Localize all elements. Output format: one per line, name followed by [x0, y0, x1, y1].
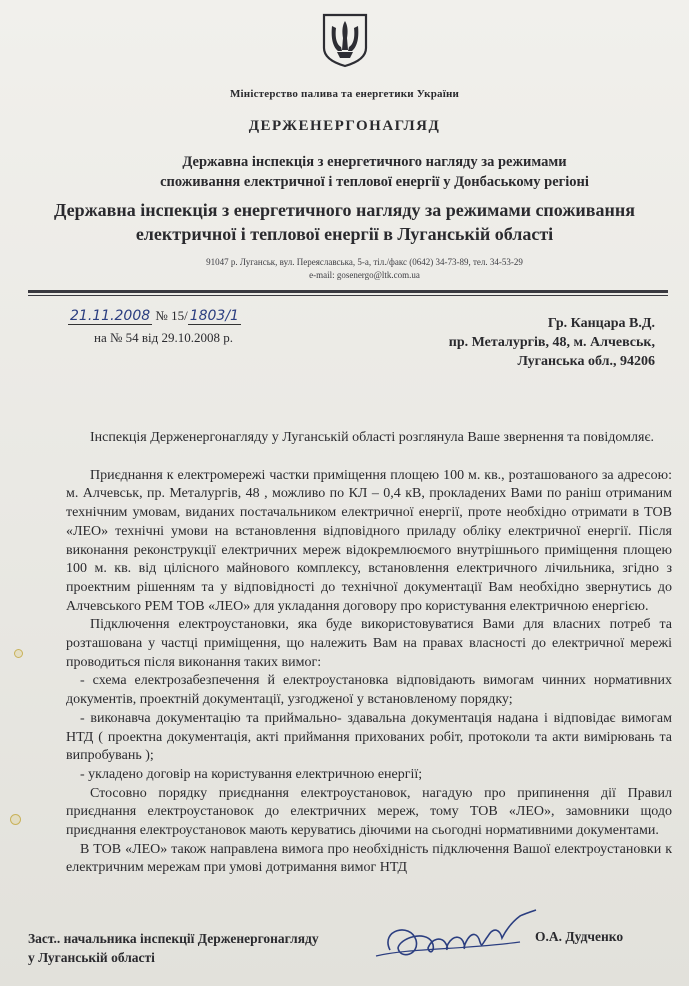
recipient-block — [449, 314, 655, 371]
ministry-name: Міністерство палива та енергетики України — [229, 88, 460, 100]
paper-spot — [14, 649, 23, 658]
signatory-title-line-2: у Луганській області — [28, 950, 155, 965]
recipient-name: Гр. Канцара В.Д. — [547, 316, 655, 331]
regional-line-1: Державна інспекція з енергетичного нагляду за режимами — [182, 154, 567, 170]
handwritten-signature — [370, 900, 550, 970]
trident-coat-of-arms — [320, 12, 370, 68]
body-paragraph-connection: Приєднання к електромережі частки приміщення площею 100 м. кв., розташованого за адресою: м. Алчевськ, пр. Металургів, 48 , можливо по КЛ – 0,4 кВ, прокладених Вами по раніш отриманим технічним умовам, виданих постачальником електричної енергії, проте необхідно отримати в ТОВ «ЛЕО» технічні умови на встановлення відповідного приладу обліку електричної енергії. Після виконання реконструкції електричних мереж відокремлюємого внутрішнього приміщення площею 100 м. кв. від цілісного майнового комплексу, встановлення електричного лічильника, згідно з проектним рішенням та у відповідності до технічної документації Вам необхідно звернутись до Алчевського РЕМ ТОВ «ЛЕО» для укладання договору про користування електричною енергією. — [66, 467, 672, 614]
paper-spot — [10, 814, 21, 825]
recipient-street: пр. Металургів, 48, м. Алчевськ, — [448, 335, 655, 350]
agency-name: ДЕРЖЕНЕРГОНАГЛЯД — [248, 118, 441, 134]
body-paragraph-rules: Стосовно порядку приєднання електроустановок, нагадую про припинення дії Правил приєднання електроустановок до електричних мереж, тому ТОВ «ЛЕО», замовники щодо приєднання електроустановок мають керуватись діючими на сьогодні нормативними документами. — [66, 785, 672, 839]
signatory-title — [28, 929, 319, 967]
handwritten-number: 1803/1 — [189, 308, 239, 324]
body-intro: Інспекція Держенергонагляду у Луганській області розглянула Ваше звернення та повідомляє. — [90, 430, 654, 445]
header-rule-thick — [28, 290, 668, 293]
outgoing-reference — [68, 308, 241, 325]
handwritten-date: 21.11.2008 — [70, 308, 151, 324]
address-block — [40, 256, 689, 282]
reference-number-prefix: № 15/ — [155, 308, 188, 323]
letter-body — [66, 429, 672, 878]
email-address: e-mail: gosenergo@ltk.com.ua — [309, 270, 420, 280]
signatory-title-line-1: Заст.. начальника інспекції Держенергонагляду — [28, 931, 319, 946]
inspection-line-2: електричної і теплової енергії в Луганській області — [135, 224, 554, 244]
list-item-documentation: - виконавча документацію та приймально- здавальна документація надана і відповідає вимогам НТД ( проектна документація, акті приймання прихованих робіт, протоколи та акти вимірювань та випробувань ); — [66, 710, 672, 764]
inspection-line-1: Державна інспекція з енергетичного нагляду за режимами споживання — [54, 200, 635, 220]
header-rule-thin — [28, 295, 668, 296]
list-item-scheme: - схема електрозабезпечення й електроустановка відповідають вимогам чинних нормативних документів, проектній документації, узгодженої у встановленому порядку; — [66, 673, 672, 708]
regional-line-2: споживання електричної і теплової енергії у Донбаському регіоні — [160, 174, 589, 190]
body-paragraph-requirements: Підключення електроустановки, яка буде використовуватися Вами для власних потреб та розташована у частці приміщення, що належить Вам на правах власності до електричної мережі проводиться після виконання таких вимог: — [66, 617, 672, 670]
list-item-contract: - укладено договір на користування електричною енергії; — [80, 766, 423, 782]
postal-address: 91047 р. Луганськ, вул. Переяславська, 5-а, тіл./факс (0642) 34-73-89, тел. 34-53-29 — [206, 257, 523, 267]
recipient-region: Луганська обл., 94206 — [517, 354, 655, 369]
oblast-inspection — [20, 198, 669, 246]
regional-inspection — [60, 152, 689, 192]
signatory-name: О.А. Дудченко — [535, 929, 624, 944]
reply-reference: на № 54 від 29.10.2008 р. — [94, 330, 233, 345]
body-paragraph-leo: В ТОВ «ЛЕО» також направлена вимога про необхідність підключення Вашої електроустановки к електричним мережам при умові дотримання вимог НТД — [66, 841, 672, 876]
